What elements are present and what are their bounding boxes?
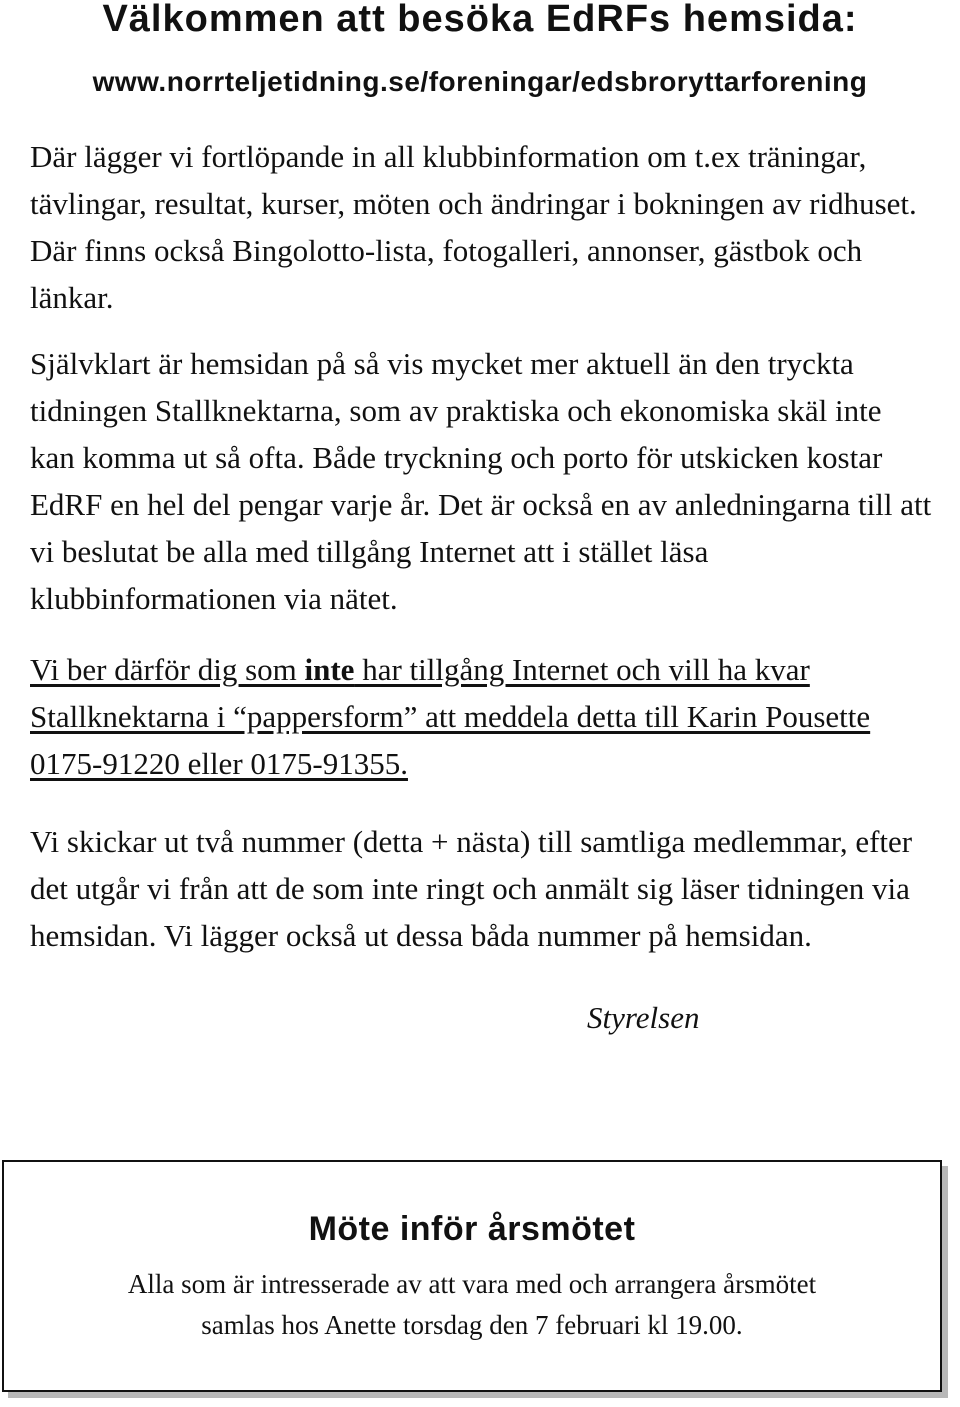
notice-line-1: Alla som är intresserade av att vara med och arrangera årsmötet [127,1269,817,1299]
paper-request-text-after: har tillgång Internet och vill ha kvar Stallknektarna i “pappersform” att meddela detta till Karin Pousette 0175-91220 eller 0175-91355. [30,652,871,781]
notice-body [4,1264,940,1346]
paper-request-text-before: Vi ber därför dig som [30,652,305,687]
paragraph-mailing-info: Vi skickar ut två nummer (detta + nästa) till samtliga medlemmar, efter det utgår vi från att de som inte ringt och anmält sig läser tidningen via hemsidan. Vi lägger också ut dessa båda nummer på hemsidan. [30,824,913,953]
paragraph-website-info: Där lägger vi fortlöpande in all klubbinformation om t.ex träningar, tävlingar, resultat, kurser, möten och ändringar i bokningen av ridhuset. Där finns också Bingolotto-lista, fotogalleri, annonser, gästbok och länkar. [30,139,917,315]
page-title: Välkommen att besöka EdRFs hemsida: [102,0,858,40]
notice-title: Möte inför årsmötet [308,1210,636,1248]
website-url: www.norrteljetidning.se/foreningar/edsbroryttarforening [92,66,868,97]
paragraph-printing-costs: Självklart är hemsidan på så vis mycket mer aktuell än den tryckta tidningen Stallknektarna, som av praktiska och ekonomiska skäl inte kan komma ut så ofta. Både tryckning och porto för utskicken kostar EdRF en hel del pengar varje år. Det är också en av anledningarna till att vi beslutat be alla med tillgång Internet att i stället läsa klubbinformationen via nätet. [30,346,932,616]
paragraph-paper-request [30,646,932,787]
paper-request-emphasis: inte [304,652,355,687]
notice-box [2,1160,942,1392]
signature: Styrelsen [587,1000,700,1035]
notice-line-2: samlas hos Anette torsdag den 7 februari kl 19.00. [201,1310,743,1340]
